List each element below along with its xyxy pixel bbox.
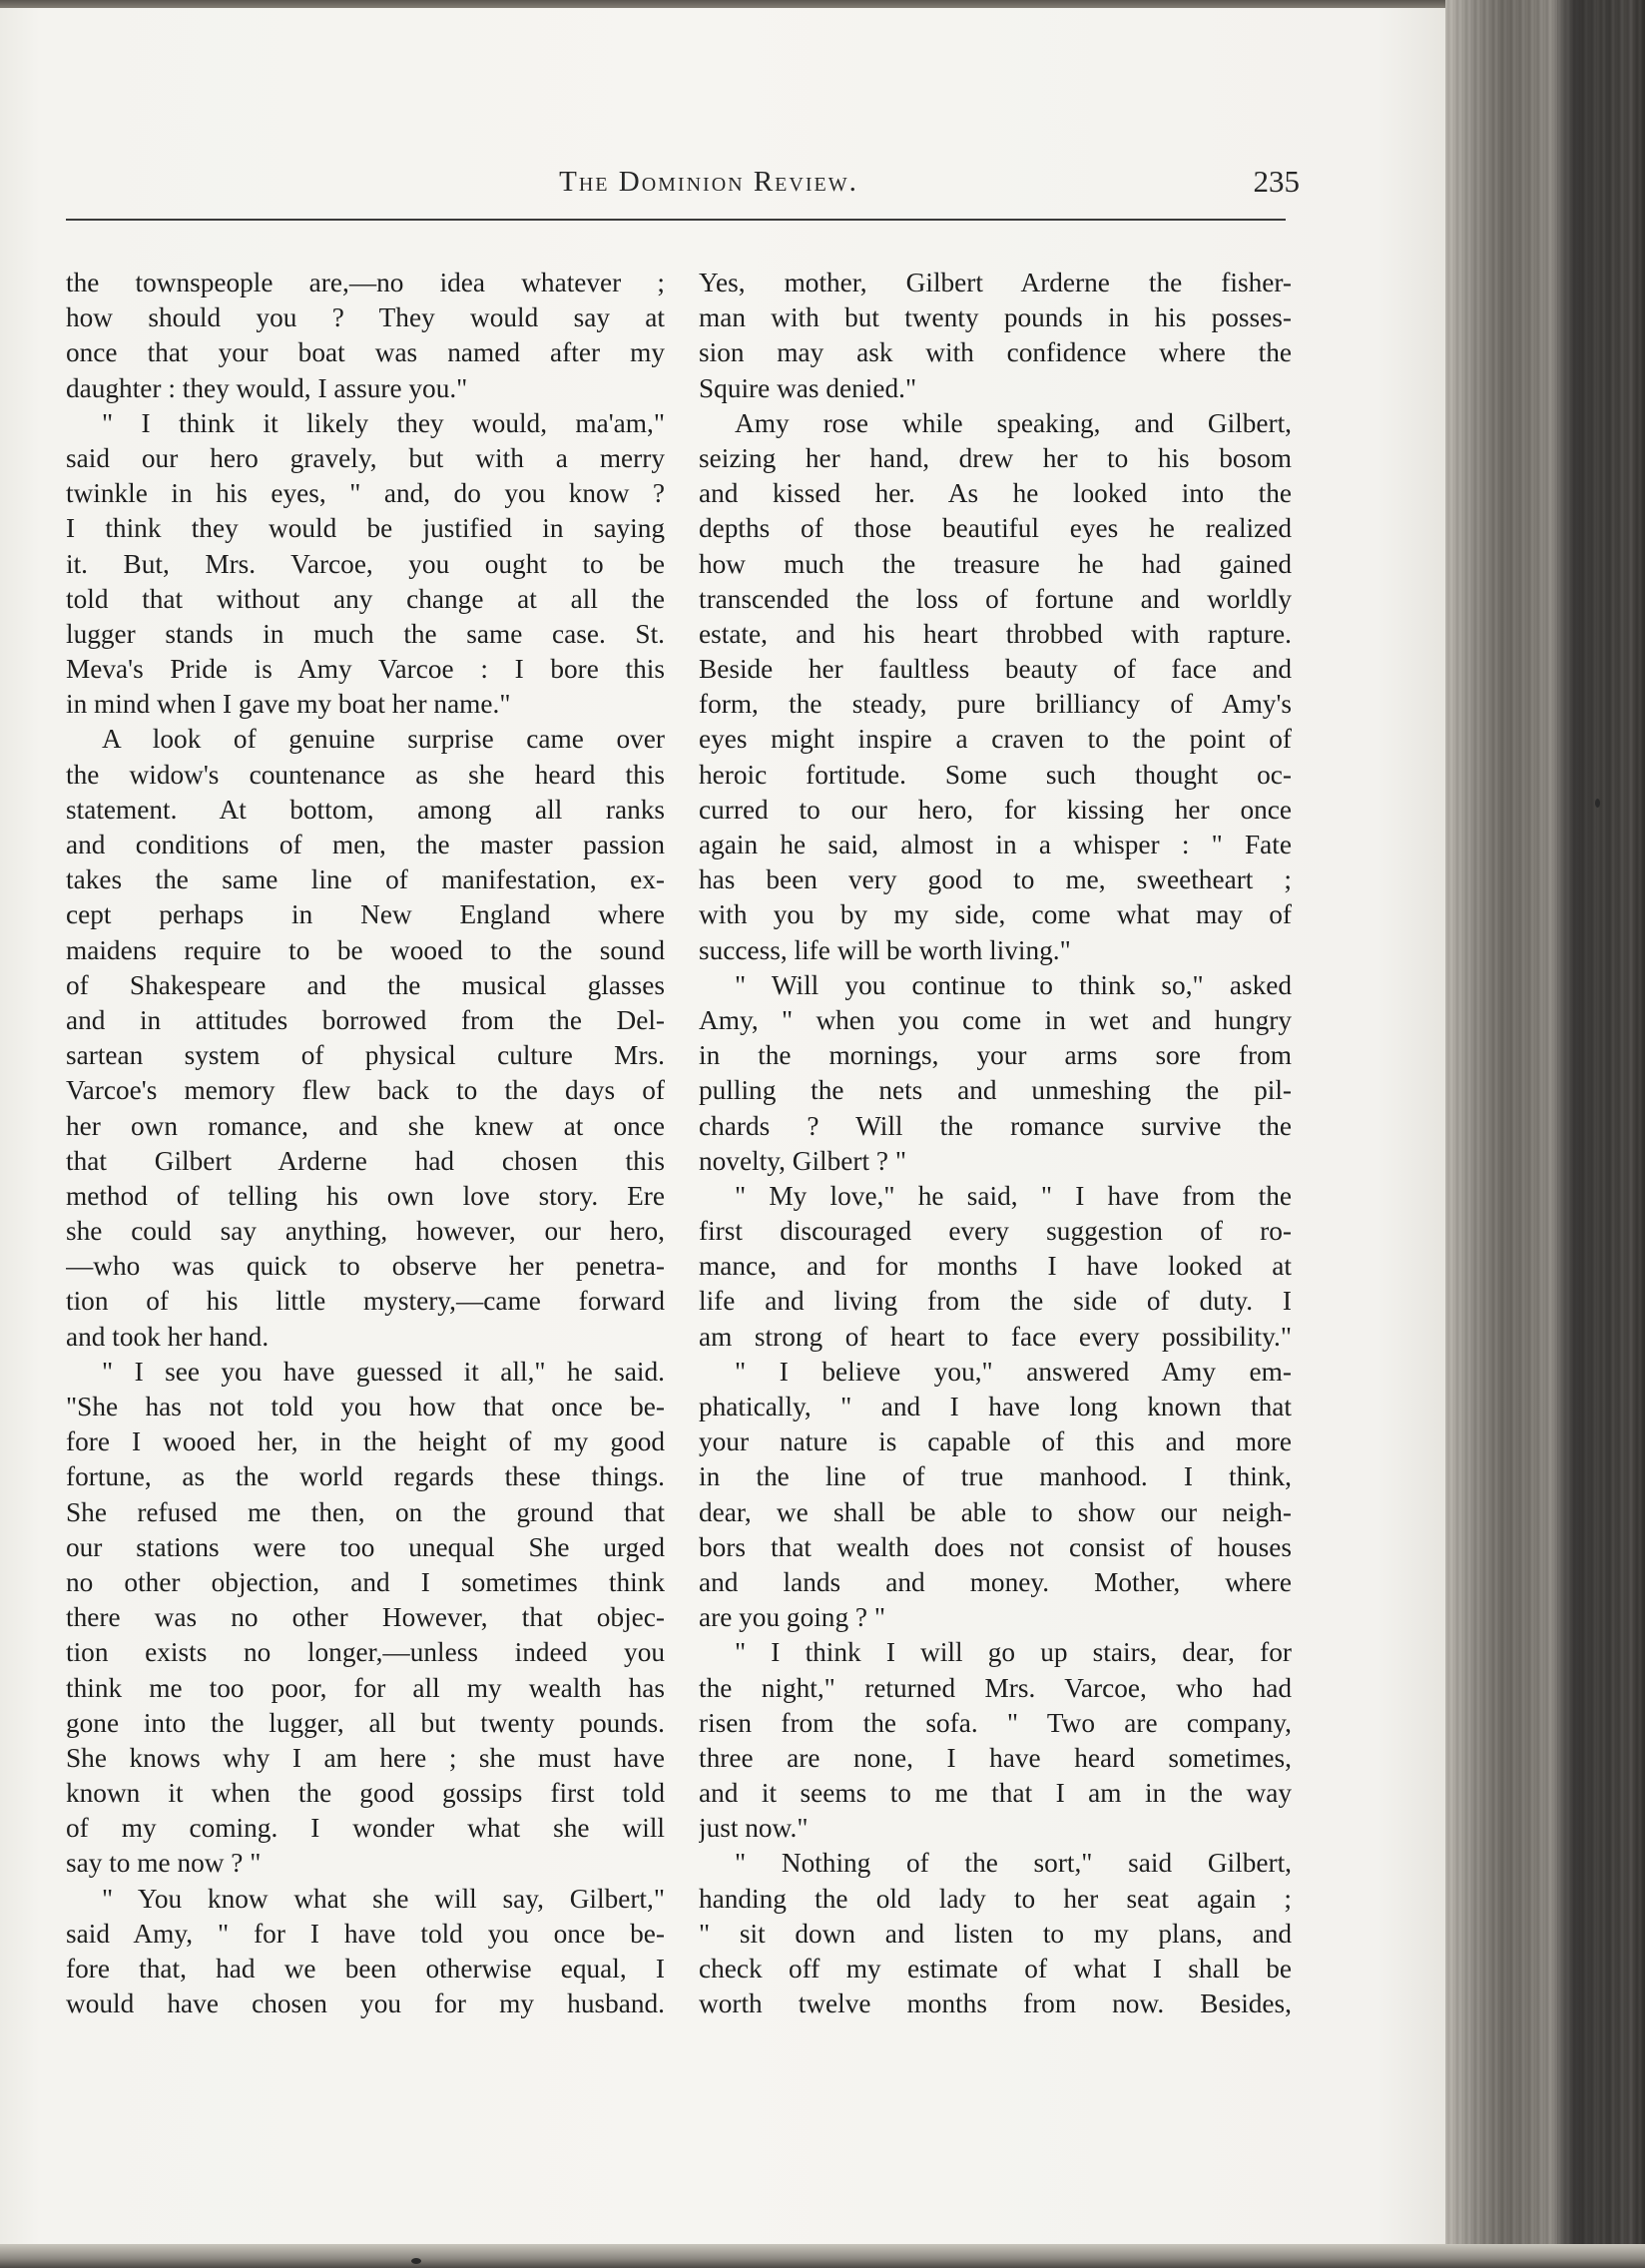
text-line: am strong of heart to face every possibility."	[699, 1321, 1292, 1352]
text-line: seizing her hand, drew her to his bosom	[699, 442, 1292, 473]
text-line: it. But, Mrs. Varcoe, you ought to be	[66, 548, 665, 579]
text-line: method of telling his own love story. Ere	[66, 1180, 665, 1211]
text-line: and kissed her. As he looked into the	[699, 478, 1292, 509]
text-line: fore that, had we been otherwise equal, I	[66, 1954, 665, 1984]
text-line: would have chosen you for my husband.	[66, 1988, 665, 2019]
text-line: Amy rose while speaking, and Gilbert,	[735, 407, 1292, 438]
text-line: once that your boat was named after my	[66, 337, 665, 368]
text-line: depths of those beautiful eyes he realized	[699, 513, 1292, 544]
text-line: gone into the lugger, all but twenty pounds.	[66, 1707, 665, 1738]
text-line: check off my estimate of what I shall be	[699, 1954, 1292, 1984]
text-line: again he said, almost in a whisper : " Fate	[699, 830, 1292, 859]
header-rule	[66, 219, 1286, 221]
text-line: statement. At bottom, among all ranks	[66, 794, 665, 825]
text-line: three are none, I have heard sometimes,	[699, 1742, 1292, 1773]
text-line: tion of his little mystery,—came forward	[66, 1286, 665, 1317]
text-line: " I think I will go up stairs, dear, for	[735, 1637, 1292, 1668]
scan-speck	[1595, 799, 1600, 808]
text-line: and took her hand.	[66, 1321, 270, 1352]
text-line: " I see you have guessed it all," he said.	[102, 1356, 665, 1387]
text-line: She knows why I am here ; she must have	[66, 1742, 665, 1773]
text-line: form, the steady, pure brilliancy of Amy's	[699, 689, 1292, 720]
page-number: 235	[1253, 164, 1300, 199]
text-line: her own romance, and she knew at once	[66, 1110, 665, 1141]
text-line: tion exists no longer,—unless indeed you	[66, 1637, 665, 1668]
text-line: first discouraged every suggestion of ro-	[699, 1216, 1292, 1247]
text-line: our stations were too unequal She urged	[66, 1531, 665, 1562]
text-line: in the mornings, your arms sore from	[699, 1040, 1292, 1071]
text-line: —who was quick to observe her penetra-	[66, 1251, 665, 1282]
text-line: takes the same line of manifestation, ex-	[66, 864, 665, 895]
text-line: she could say anything, however, our hero,	[66, 1216, 665, 1247]
text-line: bors that wealth does not consist of houses	[699, 1531, 1292, 1562]
text-line: novelty, Gilbert ? "	[699, 1145, 906, 1176]
text-line: I think they would be justified in saying	[66, 513, 665, 544]
text-line: the widow's countenance as she heard this	[66, 759, 665, 790]
text-line: in mind when I gave my boat her name."	[66, 689, 511, 720]
text-line: and in attitudes borrowed from the Del-	[66, 1004, 665, 1035]
text-line: heroic fortitude. Some such thought oc-	[699, 759, 1292, 790]
text-line: told that without any change at all the	[66, 583, 665, 614]
text-line: there was no other However, that objec-	[66, 1602, 665, 1633]
running-head-title: The Dominion Review.	[559, 166, 858, 198]
text-line: risen from the sofa. " Two are company,	[699, 1707, 1292, 1738]
text-line: and it seems to me that I am in the way	[699, 1778, 1292, 1809]
text-line: no other objection, and I sometimes think	[66, 1566, 665, 1597]
text-line: success, life will be worth living."	[699, 934, 1071, 965]
text-line: man with but twenty pounds in his posses-	[699, 302, 1292, 333]
text-line: lugger stands in much the same case. St.	[66, 618, 665, 649]
text-line: think me too poor, for all my wealth has	[66, 1672, 665, 1703]
text-line: your nature is capable of this and more	[699, 1426, 1292, 1457]
text-line: " sit down and listen to my plans, and	[699, 1918, 1292, 1949]
text-line: cept perhaps in New England where	[66, 899, 665, 930]
text-line: " Will you continue to think so," asked	[735, 969, 1292, 1000]
left-text-column	[66, 266, 665, 2021]
text-line: Meva's Pride is Amy Varcoe : I bore this	[66, 654, 665, 685]
text-line: " I believe you," answered Amy em-	[735, 1356, 1292, 1387]
text-line: estate, and his heart throbbed with rapture.	[699, 618, 1292, 649]
text-line: said Amy, " for I have told you once be-	[66, 1918, 665, 1949]
spine-shadow	[1557, 0, 1597, 2268]
text-line: life and living from the side of duty. I	[699, 1286, 1292, 1317]
text-line: Squire was denied."	[699, 372, 917, 403]
text-line: chards ? Will the romance survive the	[699, 1110, 1292, 1141]
book-spine	[1445, 0, 1645, 2268]
text-line: are you going ? "	[699, 1602, 885, 1633]
text-line: worth twelve months from now. Besides,	[699, 1988, 1292, 2019]
text-line: sion may ask with confidence where the	[699, 337, 1292, 368]
text-line: fore I wooed her, in the height of my good	[66, 1426, 665, 1457]
text-line: Amy, " when you come in wet and hungry	[699, 1004, 1292, 1035]
text-line: sartean system of physical culture Mrs.	[66, 1040, 665, 1071]
text-line: said our hero gravely, but with a merry	[66, 442, 665, 473]
text-line: of Shakespeare and the musical glasses	[66, 969, 665, 1000]
text-line: She refused me then, on the ground that	[66, 1496, 665, 1527]
text-line: how should you ? They would say at	[66, 302, 665, 333]
text-line: curred to our hero, for kissing her once	[699, 794, 1292, 825]
scan-speck	[411, 2258, 421, 2264]
text-line: the townspeople are,—no idea whatever ;	[66, 268, 665, 297]
text-line: " I think it likely they would, ma'am,"	[102, 407, 665, 438]
text-line: Varcoe's memory flew back to the days of	[66, 1075, 665, 1106]
text-line: transcended the loss of fortune and worldly	[699, 583, 1292, 614]
text-line: how much the treasure he had gained	[699, 548, 1292, 579]
text-line: pulling the nets and unmeshing the pil-	[699, 1075, 1292, 1106]
text-line: twinkle in his eyes, " and, do you know ?	[66, 478, 665, 509]
text-line: phatically, " and I have long known that	[699, 1392, 1292, 1421]
text-line: " You know what she will say, Gilbert,"	[102, 1883, 665, 1914]
text-line: maidens require to be wooed to the sound	[66, 934, 665, 965]
scan-bottom-edge	[0, 2244, 1645, 2268]
text-line: just now."	[699, 1813, 809, 1844]
text-line: handing the old lady to her seat again ;	[699, 1883, 1292, 1914]
text-line: in the line of true manhood. I think,	[699, 1461, 1292, 1492]
text-line: and conditions of men, the master passion	[66, 830, 665, 859]
text-line: Beside her faultless beauty of face and	[699, 654, 1292, 685]
text-line: daughter : they would, I assure you."	[66, 372, 468, 403]
text-line: of my coming. I wonder what she will	[66, 1813, 665, 1844]
text-line: and lands and money. Mother, where	[699, 1566, 1292, 1597]
text-line: "She has not told you how that once be-	[66, 1392, 665, 1421]
text-line: say to me now ? "	[66, 1848, 262, 1879]
text-line: that Gilbert Arderne had chosen this	[66, 1145, 665, 1176]
right-text-column	[699, 266, 1292, 2021]
text-line: eyes might inspire a craven to the point of	[699, 724, 1292, 755]
text-line: with you by my side, come what may of	[699, 899, 1292, 930]
text-line: has been very good to me, sweetheart ;	[699, 864, 1292, 895]
text-line: known it when the good gossips first told	[66, 1778, 665, 1809]
text-line: " My love," he said, " I have from the	[735, 1180, 1292, 1211]
text-line: fortune, as the world regards these things.	[66, 1461, 665, 1492]
text-line: Yes, mother, Gilbert Arderne the fisher-	[699, 268, 1292, 297]
text-line: " Nothing of the sort," said Gilbert,	[735, 1848, 1292, 1879]
text-line: the night," returned Mrs. Varcoe, who had	[699, 1672, 1292, 1703]
text-line: mance, and for months I have looked at	[699, 1251, 1292, 1282]
text-line: dear, we shall be able to show our neigh-	[699, 1496, 1292, 1527]
text-line: A look of genuine surprise came over	[102, 724, 665, 755]
